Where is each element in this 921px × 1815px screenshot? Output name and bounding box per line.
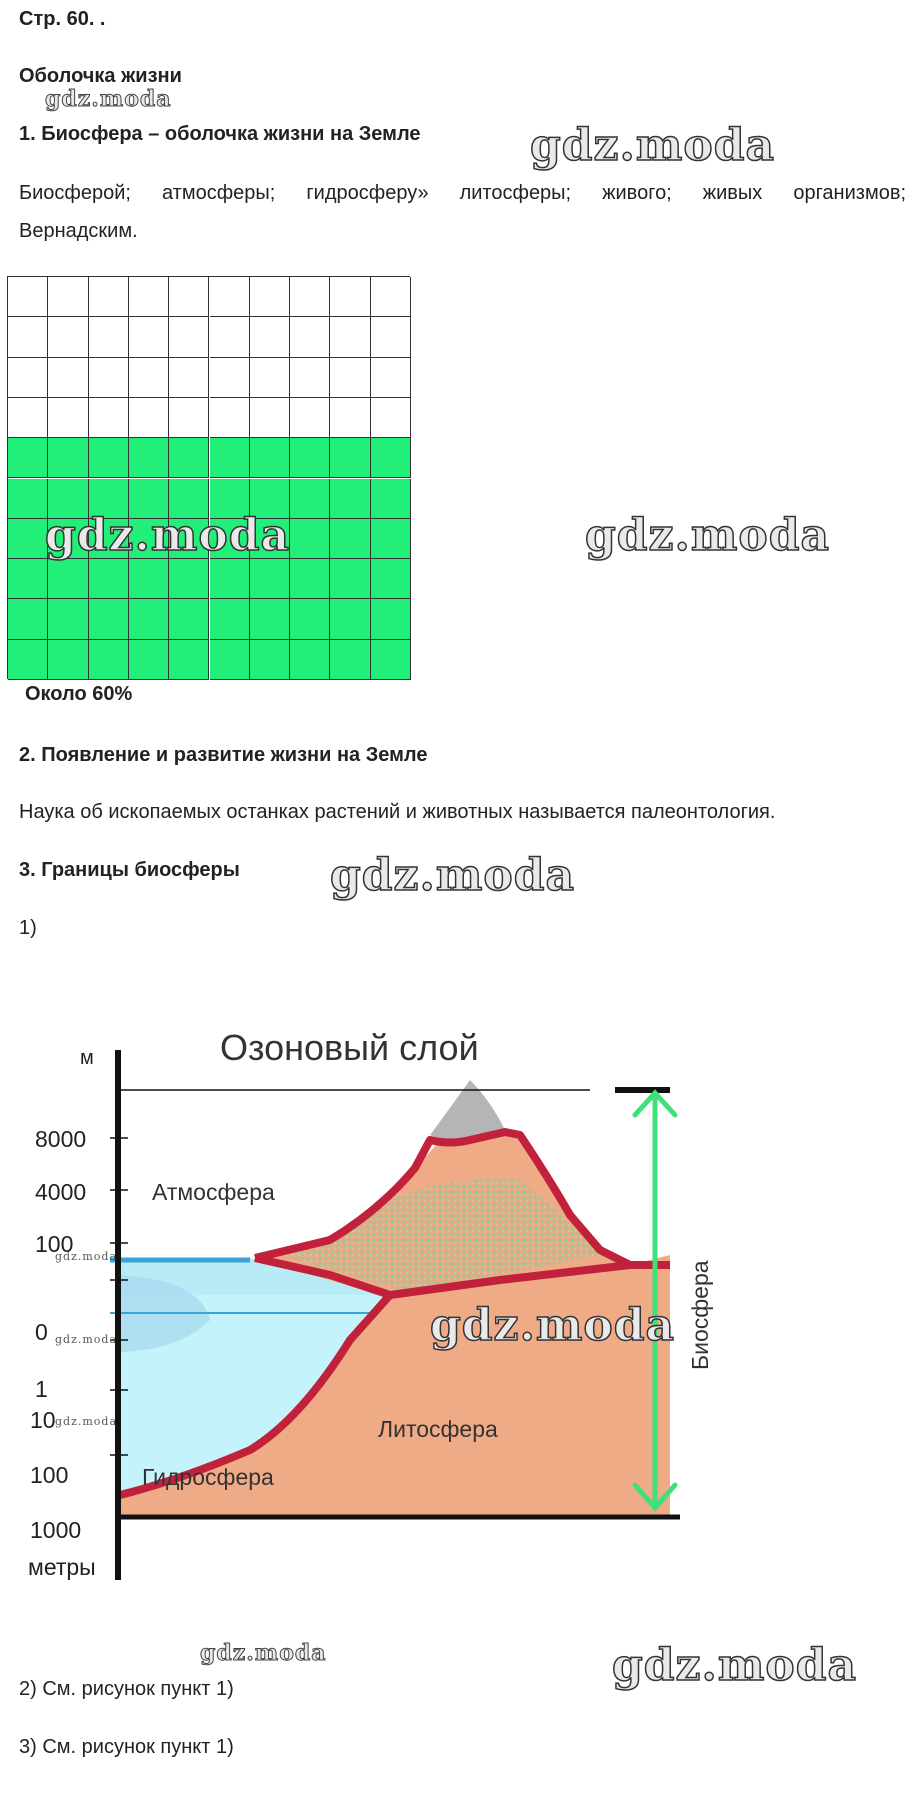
grid-caption: Около 60%	[25, 683, 133, 705]
grid-cell-filled	[8, 519, 48, 559]
grid-cell	[89, 398, 129, 438]
grid-cell	[169, 358, 209, 398]
grid-cell	[371, 358, 411, 398]
grid-cell-filled	[169, 640, 209, 680]
grid-cell	[250, 398, 290, 438]
grid-cell-filled	[210, 640, 250, 680]
watermark: gdz.moda	[45, 86, 172, 112]
grid-cell-filled	[8, 479, 48, 519]
grid-cell-filled	[290, 519, 330, 559]
grid-cell-filled	[250, 559, 290, 599]
tick-label-10: 10	[30, 1407, 56, 1433]
grid-cell-filled	[371, 438, 411, 478]
watermark: gdz.moda	[330, 850, 576, 901]
grid-cell	[48, 317, 88, 357]
grid-cell-filled	[129, 599, 169, 639]
item-3-text: 3) См. рисунок пункт 1)	[19, 1736, 234, 1758]
grid-cell-filled	[330, 519, 370, 559]
grid-cell-filled	[250, 599, 290, 639]
grid-cell-filled	[290, 479, 330, 519]
grid-cell	[210, 317, 250, 357]
tick-label-100-bottom: 100	[30, 1462, 69, 1488]
grid-cell-filled	[330, 559, 370, 599]
tick-label-4000: 4000	[35, 1179, 87, 1205]
tick-label-8000: 8000	[35, 1126, 87, 1152]
grid-cell	[330, 398, 370, 438]
grid-cell-filled	[129, 640, 169, 680]
grid-cell-filled	[371, 640, 411, 680]
grid-cell	[169, 398, 209, 438]
section1-title: 1. Биосфера – оболочка жизни на Земле	[19, 123, 421, 145]
grid-cell	[250, 277, 290, 317]
grid-cell-filled	[169, 599, 209, 639]
watermark: gdz.moda	[45, 510, 291, 561]
grid-cell	[330, 317, 370, 357]
grid-cell	[250, 317, 290, 357]
grid-cell-filled	[330, 599, 370, 639]
grid-cell	[371, 398, 411, 438]
grid-cell-filled	[371, 519, 411, 559]
grid-cell-filled	[371, 479, 411, 519]
grid-cell	[89, 358, 129, 398]
watermark: gdz.moda	[55, 1250, 118, 1263]
item-1-label: 1)	[19, 917, 37, 939]
grid-cell-filled	[8, 640, 48, 680]
grid-cell	[48, 277, 88, 317]
grid-cell	[48, 398, 88, 438]
grid-cell	[169, 277, 209, 317]
answer-text-line1: Биосферой; атмосферы; гидросферу» литосферы; живого; живых организмов;	[19, 182, 906, 204]
grid-cell	[371, 317, 411, 357]
tick-label-0: 0	[35, 1319, 48, 1345]
unit-top-label: м	[80, 1047, 94, 1069]
grid-cell	[8, 398, 48, 438]
grid-cell-filled	[129, 559, 169, 599]
section-heading: Оболочка жизни	[19, 65, 182, 87]
percent-grid	[7, 276, 410, 679]
ozone-label: Озоновый слой	[220, 1027, 479, 1068]
grid-cell	[210, 277, 250, 317]
biosphere-diagram	[0, 950, 921, 1590]
grid-cell	[210, 398, 250, 438]
grid-cell-filled	[48, 599, 88, 639]
grid-cell	[210, 358, 250, 398]
grid-cell-filled	[89, 599, 129, 639]
grid-cell	[290, 317, 330, 357]
grid-cell-filled	[290, 640, 330, 680]
grid-cell	[8, 358, 48, 398]
grid-cell	[250, 358, 290, 398]
grid-cell-filled	[250, 640, 290, 680]
watermark: gdz.moda	[55, 1415, 118, 1428]
grid-cell-filled	[169, 559, 209, 599]
grid-cell	[290, 398, 330, 438]
grid-cell	[8, 277, 48, 317]
grid-cell-filled	[8, 599, 48, 639]
section2-text: Наука об ископаемых останках растений и животных называется палеонтология.	[19, 801, 776, 823]
grid-cell-filled	[89, 559, 129, 599]
grid-cell	[169, 317, 209, 357]
grid-cell	[129, 398, 169, 438]
tick-label-1: 1	[35, 1376, 48, 1402]
watermark: gdz.moda	[612, 1640, 858, 1691]
tick-label-1000: 1000	[30, 1517, 82, 1543]
grid-cell-filled	[330, 438, 370, 478]
grid-cell	[48, 358, 88, 398]
grid-cell-filled	[48, 438, 88, 478]
grid-cell	[89, 317, 129, 357]
grid-cell	[129, 277, 169, 317]
grid-cell-filled	[8, 559, 48, 599]
grid-cell-filled	[210, 438, 250, 478]
grid-cell-filled	[371, 559, 411, 599]
item-2-text: 2) См. рисунок пункт 1)	[19, 1678, 234, 1700]
lithosphere-label: Литосфера	[378, 1416, 498, 1442]
grid-cell-filled	[371, 599, 411, 639]
watermark: gdz.moda	[585, 510, 831, 561]
grid-cell	[330, 358, 370, 398]
section3-title: 3. Границы биосферы	[19, 859, 240, 881]
grid-cell-filled	[210, 599, 250, 639]
grid-cell-filled	[250, 438, 290, 478]
grid-cell	[290, 358, 330, 398]
grid-cell-filled	[8, 438, 48, 478]
grid-cell	[129, 358, 169, 398]
watermark: gdz.moda	[55, 1333, 118, 1346]
hydrosphere-label: Гидросфера	[142, 1464, 274, 1490]
answer-text-line2: Вернадским.	[19, 220, 138, 242]
biosphere-label: Биосфера	[687, 1260, 713, 1370]
grid-cell	[129, 317, 169, 357]
watermark: gdz.moda	[200, 1640, 327, 1666]
grid-cell-filled	[210, 559, 250, 599]
grid-cell-filled	[290, 438, 330, 478]
grid-cell	[8, 317, 48, 357]
atmosphere-label: Атмосфера	[152, 1179, 275, 1205]
tick-label-100-top: 100	[35, 1231, 74, 1257]
section2-title: 2. Появление и развитие жизни на Земле	[19, 744, 428, 766]
grid-cell-filled	[330, 640, 370, 680]
grid-cell-filled	[169, 438, 209, 478]
grid-cell-filled	[129, 438, 169, 478]
grid-cell	[89, 277, 129, 317]
grid-cell-filled	[330, 479, 370, 519]
grid-cell-filled	[89, 640, 129, 680]
grid-cell-filled	[89, 438, 129, 478]
grid-cell	[371, 277, 411, 317]
grid-cell-filled	[48, 640, 88, 680]
page-number: Стр. 60. .	[19, 8, 106, 30]
grid-cell-filled	[290, 599, 330, 639]
watermark: gdz.moda	[430, 1300, 676, 1351]
watermark: gdz.moda	[530, 120, 776, 171]
unit-bottom-label: метры	[28, 1554, 96, 1580]
grid-cell-filled	[290, 559, 330, 599]
grid-cell	[290, 277, 330, 317]
grid-cell-filled	[48, 559, 88, 599]
grid-cell	[330, 277, 370, 317]
